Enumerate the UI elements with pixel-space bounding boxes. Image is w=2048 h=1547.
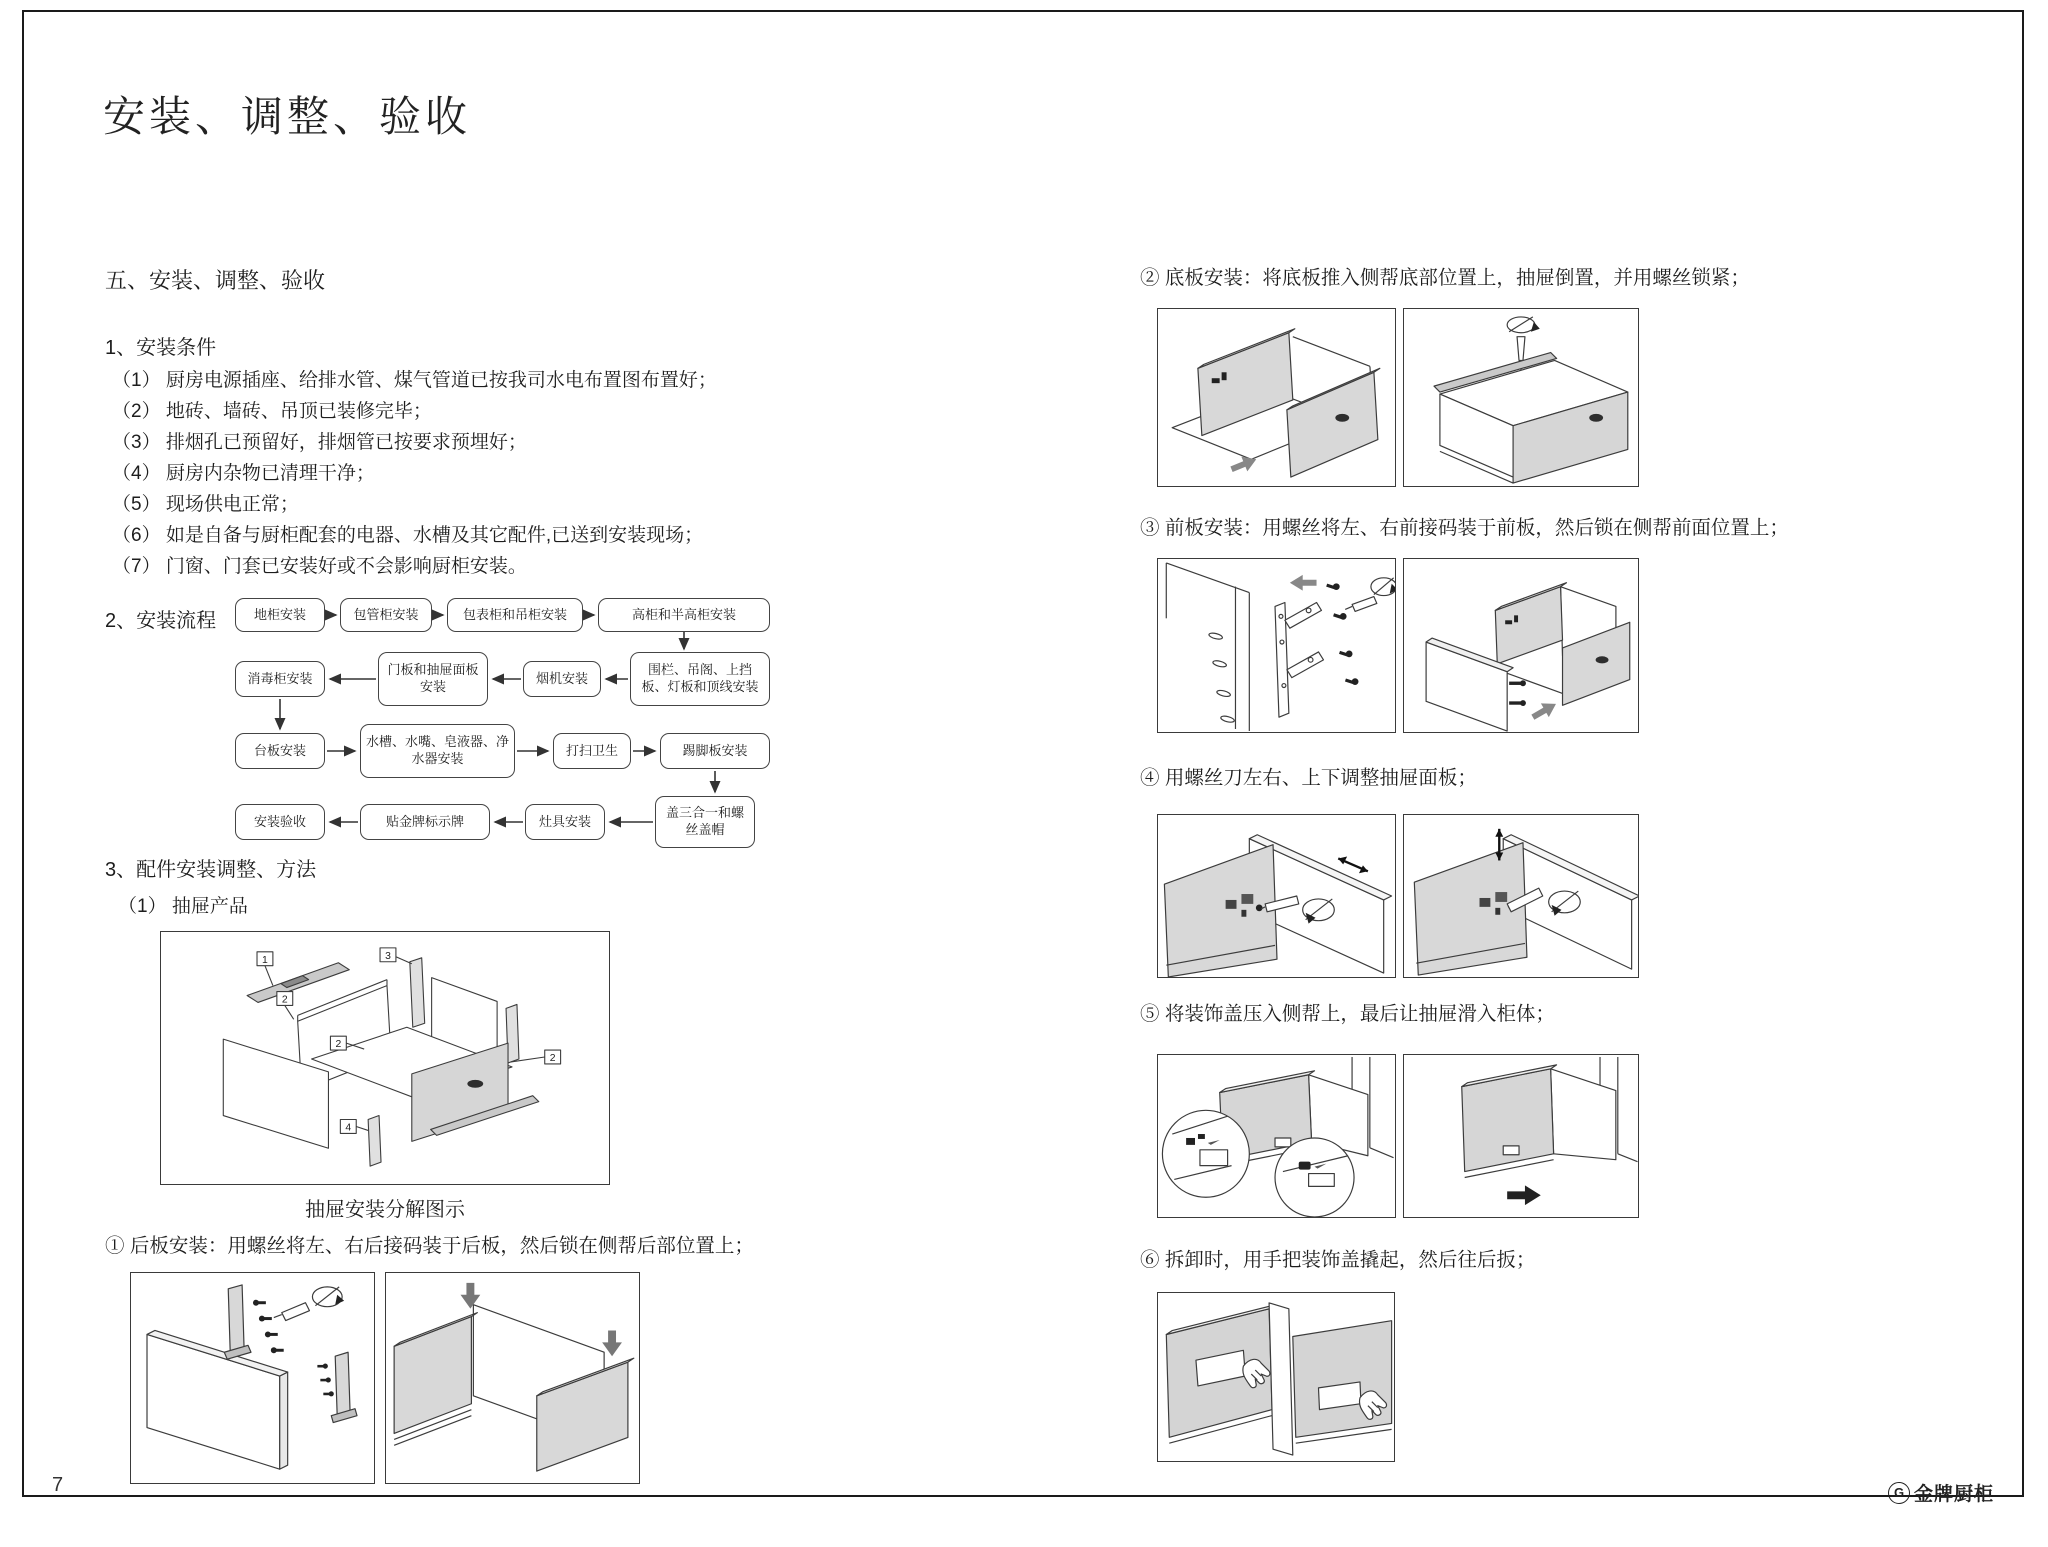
figure-step5-left [1157,1054,1396,1218]
screw-icon [1509,680,1526,706]
flow-node: 消毒柜安装 [235,661,325,697]
step-4-label: ④ 用螺丝刀左右、上下调整抽屉面板； [1140,767,1477,789]
step-1-label: ① 后板安装：用螺丝将左、右后接码装于后板，然后锁在侧帮后部位置上； [105,1235,754,1257]
flow-node: 烟机安装 [523,661,601,697]
brand-logo [1888,1479,1994,1506]
flow-node: 安装验收 [235,804,325,840]
flow-node: 踢脚板安装 [660,733,770,769]
flow-node: 包表柜和吊柜安装 [447,598,583,632]
figure-step1-left [130,1272,375,1484]
condition-item: （4） 厨房内杂物已清理干净； [112,463,375,484]
drawer-handle [1596,656,1609,663]
step-6-label: ⑥ 拆卸时，用手把装饰盖撬起，然后往后扳； [1140,1249,1536,1271]
slot-icon [1208,632,1235,723]
part-label: 2 [281,994,288,1006]
drawer-handle [1589,414,1603,422]
page-number: 7 [52,1474,64,1496]
part-label: 2 [549,1052,556,1064]
page-title: 安装、调整、验收 [103,93,472,140]
insert-arrow-icon [1529,697,1560,724]
part-label: 4 [345,1122,352,1134]
figure-drawer-exploded [160,931,610,1185]
figure-step3-left [1157,558,1396,733]
screw-icon [317,1364,333,1397]
screwdriver-icon [274,1287,344,1321]
flow-node: 盖三合一和螺丝盖帽 [655,796,755,848]
figure-step5-right [1403,1054,1639,1218]
section-heading-5: 五、安装、调整、验收 [105,268,326,293]
screw-icon [1326,583,1358,685]
condition-item: （1） 厨房电源插座、给排水管、煤气管道已按我司水电布置图布置好； [112,370,717,391]
flow-node: 台板安装 [235,733,325,769]
part-label: 3 [385,950,391,962]
installation-flowchart [235,598,780,850]
condition-item: （2） 地砖、墙砖、吊顶已装修完毕； [112,401,432,422]
figure-step2-left [1157,308,1396,487]
step-3-label: ③ 前板安装：用螺丝将左、右前接码装于前板，然后锁在侧帮前面位置上； [1140,517,1789,539]
condition-item: （5） 现场供电正常； [112,494,299,515]
flow-node: 打扫卫生 [553,733,631,769]
brand-g-icon: G [1888,1482,1910,1504]
drawer-handle [467,1080,483,1088]
cover-cap [1275,1138,1291,1147]
flow-node: 地柜安装 [235,598,325,632]
subsection-heading-1: 1、安装条件 [105,337,217,359]
flow-node: 围栏、吊阁、上挡板、灯板和顶线安装 [630,652,770,706]
step-2-label: ② 底板安装：将底板推入侧帮底部位置上，抽屉倒置，并用螺丝锁紧； [1140,267,1750,289]
slide-arrow-icon [1507,1185,1541,1205]
subsection-heading-2: 2、安装流程 [105,610,217,632]
figure-step3-right [1403,558,1639,733]
figure-step1-right [385,1272,640,1484]
screw-icon [253,1300,284,1353]
flow-node: 灶具安装 [525,804,605,840]
condition-item: （6） 如是自备与厨柜配套的电器、水槽及其它配件,已送到安装现场； [112,525,704,546]
step-5-label: ⑤ 将装饰盖压入侧帮上，最后让抽屉滑入柜体； [1140,1003,1555,1025]
flow-node: 贴金牌标示牌 [360,804,490,840]
figure-step4-left [1157,814,1396,978]
figure-step4-right [1403,814,1639,978]
drawer-product-label: （1） 抽屉产品 [118,896,248,917]
drawer-handle [1335,414,1349,422]
screwdriver-icon [1345,578,1395,612]
condition-item: （7） 门窗、门套已安装好或不会影响厨柜安装。 [112,556,527,577]
part-label: 1 [262,954,268,966]
left-arrow-icon [1290,575,1317,591]
subsection-heading-3: 3、配件安装调整、方法 [105,859,317,881]
cover-cap [1503,1146,1519,1155]
figure-caption: 抽屉安装分解图示 [305,1199,465,1221]
brand-name: 金牌厨柜 [1914,1484,1995,1505]
flow-node: 门板和抽屉面板安装 [378,652,488,706]
zoom-bubble-icon [1275,1138,1354,1217]
flow-node: 水槽、水嘴、皂液器、净水器安装 [360,724,515,778]
condition-item: （3） 排烟孔已预留好，排烟管已按要求预埋好； [112,432,527,453]
flow-node: 高柜和半高柜安装 [598,598,770,632]
figure-step6 [1157,1292,1395,1462]
zoom-bubble-icon [1162,1110,1249,1197]
flow-node: 包管柜安装 [340,598,432,632]
figure-step2-right [1403,308,1639,487]
left-right-arrow-icon [1338,856,1368,873]
part-label: 2 [335,1039,342,1051]
